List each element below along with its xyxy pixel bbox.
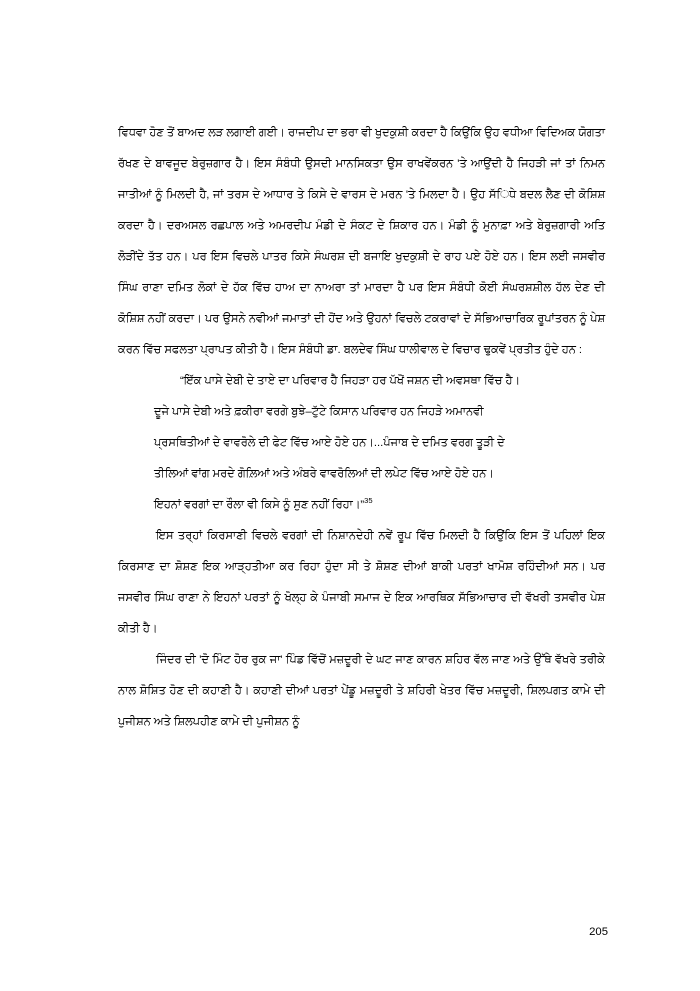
quote-line-5 xyxy=(154,490,605,521)
quote-line-2: ਦੂਜੇ ਪਾਸੇ ਦੇਬੀ ਅਤੇ ਫ਼ਕੀਰਾ ਵਰਗੇ ਬੁਝੇ–ਟੁੱਟੇ ਕਿਸਾਨ ਪਰਿਵਾਰ ਹਨ ਜਿਹੜੇ ਅਮਾਨਵੀ xyxy=(154,406,484,418)
quote-line-5-text: ਇਹਨਾਂ ਵਰਗਾਂ ਦਾ ਰੌਲਾ ਵੀ ਕਿਸੇ ਨੂੰ ਸੁਣ ਨਹੀਂ ਰਿਹਾ।” xyxy=(154,499,365,511)
quote-line-3: ਪ੍ਰਸਥਿਤੀਆਂ ਦੇ ਵਾਵਰੋਲੇ ਦੀ ਫੇਟ ਵਿੱਚ ਆਏ ਹੋਏ ਹਨ।...ਪੰਜਾਬ ਦੇ ਦਮਿਤ ਵਰਗ ਤੂੜੀ ਦੇ xyxy=(154,437,505,449)
paragraph-2: ਇਸ ਤਰ੍ਹਾਂ ਕਿਰਸਾਣੀ ਵਿਚਲੇ ਵਰਗਾਂ ਦੀ ਨਿਸ਼ਾਨਦੇਹੀ ਨਵੇਂ ਰੂਪ ਵਿੱਚ ਮਿਲਦੀ ਹੈ ਕਿਉਂਕਿ ਇਸ ਤੋਂ ਪਹਿਲਾਂ ਇਕ ਕਿਰਸਾਣ ਦਾ ਸ਼ੋਸ਼ਣ ਇਕ ਆੜ੍ਹਤੀਆ ਕਰ ਰਿਹਾ ਹੁੰਦਾ ਸੀ ਤੇ ਸ਼ੋਸ਼ਣ ਦੀਆਂ ਬਾਕੀ ਪਰਤਾਂ ਖਾਮੋਸ਼ ਰਹਿੰਦੀਆਂ ਸਨ। ਪਰ ਜਸਵੀਰ ਸਿੰਘ ਰਾਣਾ ਨੇ ਇਹਨਾਂ ਪਰਤਾਂ ਨੂੰ ਖੋਲ੍ਹ ਕੇ ਪੰਜਾਬੀ ਸਮਾਜ ਦੇ ਇਕ ਆਰਥਿਕ ਸੱਭਿਆਚਾਰ ਦੀ ਵੱਖਰੀ ਤਸਵੀਰ ਪੇਸ਼ ਕੀਤੀ ਹੈ। xyxy=(118,530,605,635)
page-body xyxy=(118,118,605,738)
quote-line-4: ਤੀਲਿਆਂ ਵਾਂਗ ਮਰਦੇ ਗੋਲ਼ਿਆਂ ਅਤੇ ਅੰਬਰੇ ਵਾਵਰੋਲਿਆਂ ਦੀ ਲਪੇਟ ਵਿੱਚ ਆਏ ਹੋਏ ਹਨ। xyxy=(154,468,494,480)
paragraph-1: ਵਿਧਵਾ ਹੋਣ ਤੋਂ ਬਾਅਦ ਲੜ ਲਗਾਈ ਗਈ। ਰਾਜਦੀਪ ਦਾ ਭਰਾ ਵੀ ਖੁਦਕੁਸ਼ੀ ਕਰਦਾ ਹੈ ਕਿਉਂਕਿ ਉਹ ਵਧੀਆ ਵਿਦਿਅਕ ਯੋਗਤਾ ਰੱਖਣ ਦੇ ਬਾਵਜੂਦ ਬੇਰੁਜ਼ਗਾਰ ਹੈ। ਇਸ ਸੰਬੰਧੀ ਉਸਦੀ ਮਾਨਸਿਕਤਾ ਉਸ ਰਾਖਵੇਂਕਰਨ 'ਤੇ ਆਉਂਦੀ ਹੈ ਜਿਹੜੀ ਜਾਂ ਤਾਂ ਨਿਮਨ ਜਾਤੀਆਂ ਨੂੰ ਮਿਲਦੀ ਹੈ, ਜਾਂ ਤਰਸ ਦੇ ਆਧਾਰ ਤੇ ਕਿਸੇ ਦੇ ਵਾਰਸ ਦੇ ਮਰਨ 'ਤੇ ਮਿਲਦਾ ਹੈ। ਉਹ ਸੱਿਧੇ ਬਦਲ ਲੈਣ ਦੀ ਕੋਸ਼ਿਸ਼ ਕਰਦਾ ਹੈ। ਦਰਅਸਲ ਰਛਪਾਲ ਅਤੇ ਅਮਰਦੀਪ ਮੰਡੀ ਦੇ ਸੰਕਟ ਦੇ ਸ਼ਿਕਾਰ ਹਨ। ਮੰਡੀ ਨੂੰ ਮੁਨਾਫ਼ਾ ਅਤੇ ਬੇਰੁਜ਼ਗਾਰੀ ਅਤਿ ਲੋੜੀਂਦੇ ਤੱਤ ਹਨ। ਪਰ ਇਸ ਵਿਚਲੇ ਪਾਤਰ ਕਿਸੇ ਸੰਘਰਸ਼ ਦੀ ਬਜਾਇ ਖੁਦਕੁਸ਼ੀ ਦੇ ਰਾਹ ਪਏ ਹੋਏ ਹਨ। ਇਸ ਲਈ ਜਸਵੀਰ ਸਿੰਘ ਰਾਣਾ ਦਮਿਤ ਲੋਕਾਂ ਦੇ ਹੱਕ ਵਿੱਚ ਹਾਅ ਦਾ ਨਾਅਰਾ ਤਾਂ ਮਾਰਦਾ ਹੈ ਪਰ ਇਸ ਸੰਬੰਧੀ ਕੋਈ ਸੰਘਰਸ਼ਸ਼ੀਲ ਹੱਲ ਦੇਣ ਦੀ ਕੋਸ਼ਿਸ਼ ਨਹੀਂ ਕਰਦਾ। ਪਰ ਉਸਨੇ ਨਵੀਆਂ ਜਮਾਤਾਂ ਦੀ ਹੋਂਦ ਅਤੇ ਉਹਨਾਂ ਵਿਚਲੇ ਟਕਰਾਵਾਂ ਦੇ ਸੱਭਿਆਚਾਰਿਕ ਰੂਪਾਂਤਰਨ ਨੂੰ ਪੇਸ਼ ਕਰਨ ਵਿੱਚ ਸਫਲਤਾ ਪ੍ਰਾਪਤ ਕੀਤੀ ਹੈ। ਇਸ ਸੰਬੰਧੀ ਡਾ. ਬਲਦੇਵ ਸਿੰਘ ਧਾਲੀਵਾਲ ਦੇ ਵਿਚਾਰ ਢੁਕਵੇਂ ਪ੍ਰਤੀਤ ਹੁੰਦੇ ਹਨ : xyxy=(118,127,605,356)
block-quote xyxy=(118,366,605,521)
paragraph-3: ਜਿੰਦਰ ਦੀ 'ਦੋ ਮਿੰਟ ਹੋਰ ਰੁਕ ਜਾ' ਪਿੰਡ ਵਿੱਚੋਂ ਮਜ਼ਦੂਰੀ ਦੇ ਘਟ ਜਾਣ ਕਾਰਨ ਸ਼ਹਿਰ ਵੱਲ ਜਾਣ ਅਤੇ ਉੱਥੇ ਵੱਖਰੇ ਤਰੀਕੇ ਨਾਲ ਸ਼ੋਸ਼ਿਤ ਹੋਣ ਦੀ ਕਹਾਣੀ ਹੈ। ਕਹਾਣੀ ਦੀਆਂ ਪਰਤਾਂ ਪੇਂਡੂ ਮਜ਼ਦੂਰੀ ਤੇ ਸ਼ਹਿਰੀ ਖੇਤਰ ਵਿੱਚ ਮਜ਼ਦੂਰੀ, ਸ਼ਿਲਪਗਤ ਕਾਮੇ ਦੀ ਪੁਜੀਸ਼ਨ ਅਤੇ ਸ਼ਿਲਪਹੀਣ ਕਾਮੇ ਦੀ ਪੁਜੀਸ਼ਨ ਨੂੰ xyxy=(118,654,605,728)
page-number: 205 xyxy=(589,926,608,938)
quote-line-1: “ਇੱਕ ਪਾਸੇ ਦੇਬੀ ਦੇ ਤਾਏ ਦਾ ਪਰਿਵਾਰ ਹੈ ਜਿਹੜਾ ਹਰ ਪੱਖੋਂ ਜਸ਼ਨ ਦੀ ਅਵਸਥਾ ਵਿੱਚ ਹੈ। xyxy=(180,375,521,387)
footnote-marker: 35 xyxy=(364,496,373,506)
